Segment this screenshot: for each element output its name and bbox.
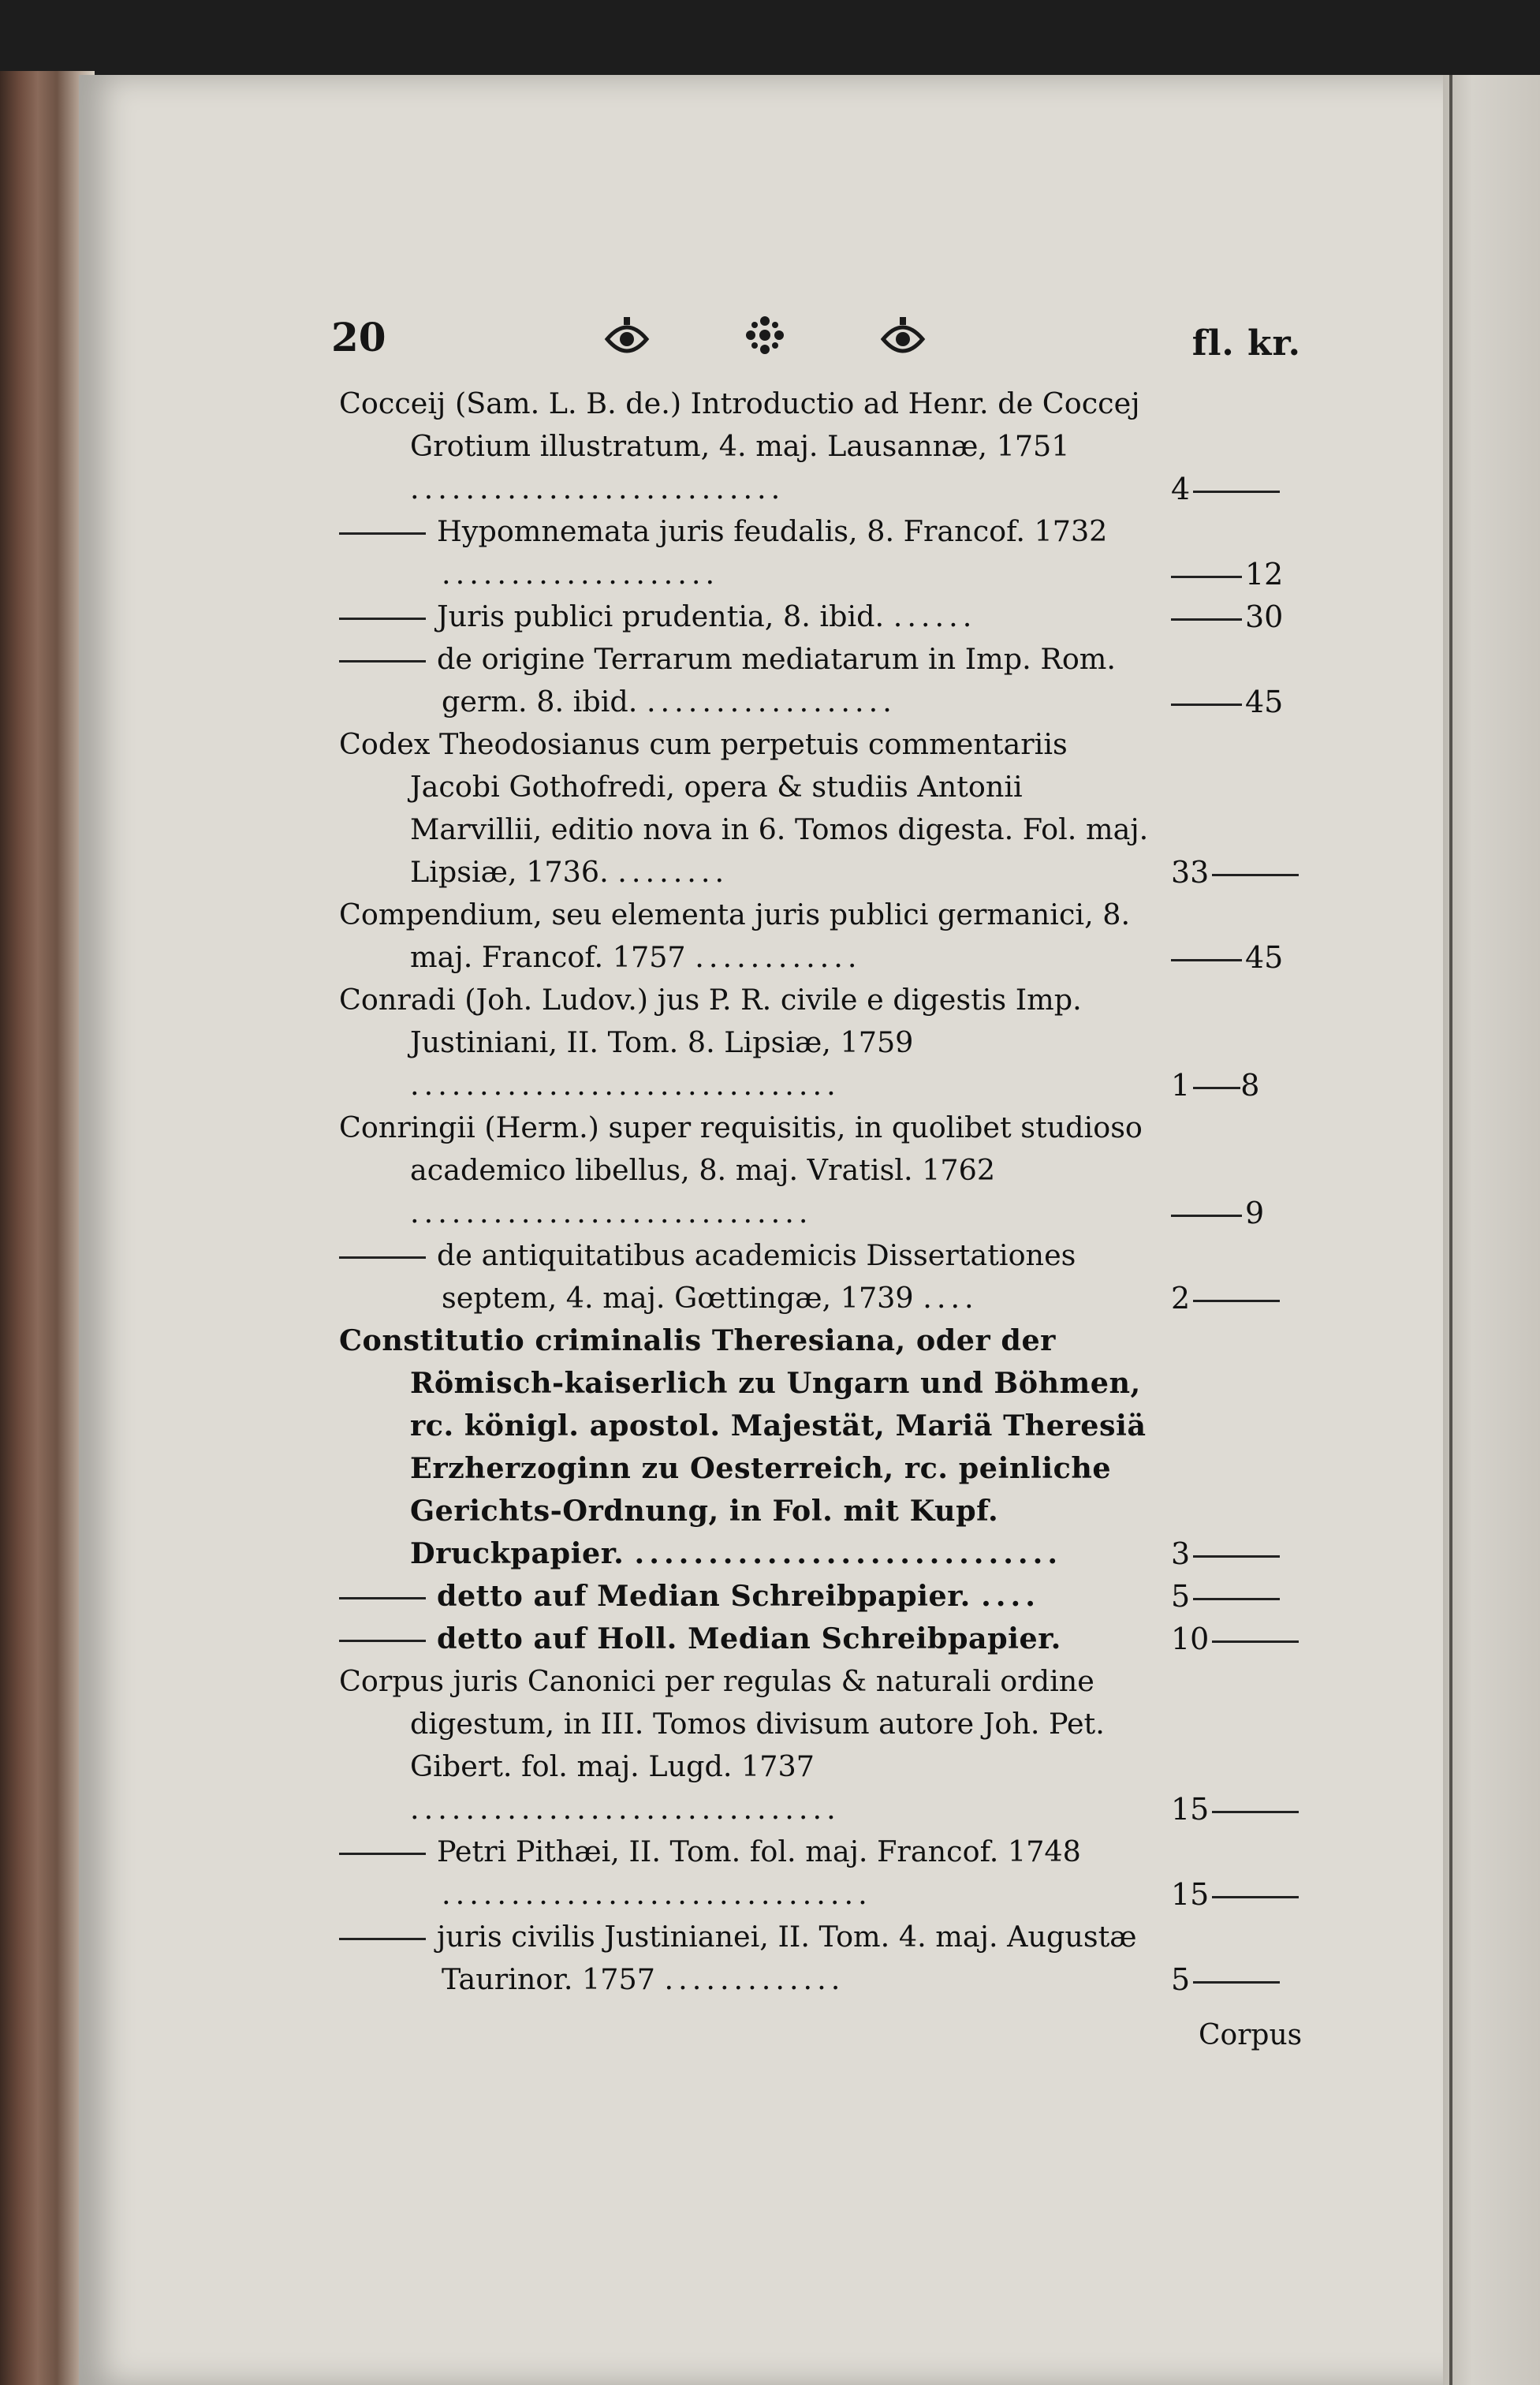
price-florins: 5 — [1171, 1579, 1191, 1614]
entry-title: detto auf Holl. Median Schreibpapier. — [437, 1622, 1061, 1655]
catalogue-entry — [339, 979, 1313, 1107]
catalogue-entry — [339, 595, 1313, 638]
entry-text — [339, 383, 1313, 510]
ornament-left-icon — [607, 317, 647, 351]
price-rule — [1193, 491, 1280, 493]
entry-price — [1171, 1532, 1313, 1575]
price-florins: 10 — [1171, 1622, 1210, 1656]
dot-leader: ............................. — [410, 1196, 813, 1230]
price-florins: 33 — [1171, 855, 1210, 890]
catalogue-entry — [339, 723, 1313, 894]
price-rule — [1171, 959, 1242, 961]
ornament-right-icon — [883, 317, 923, 351]
catalogue-entry — [339, 1234, 1313, 1319]
dot-leader: ........................... — [410, 472, 785, 506]
catalogue-entry — [339, 1916, 1313, 2001]
entry-text — [339, 638, 1313, 723]
top-background — [0, 0, 1540, 75]
page-header — [331, 300, 1301, 379]
price-rule — [1212, 1811, 1299, 1813]
entry-title: Corpus juris Canonici per regulas & naturali ordine digestum, in III. Tomos divisum autore Joh. Pet. Gibert. fol. maj. Lugd. 1737 — [339, 1664, 1105, 1783]
ditto-dash — [339, 1597, 426, 1599]
price-florins: 1 — [1171, 1068, 1191, 1103]
ditto-dash — [339, 1853, 426, 1855]
catalogue-entry — [339, 1319, 1313, 1575]
dot-leader: ............................... — [442, 1877, 872, 1911]
ornament-center-icon — [746, 316, 784, 354]
entry-title: Juris publici prudentia, 8. ibid. — [437, 599, 885, 633]
price-rule — [1171, 704, 1242, 706]
price-rule — [1193, 1300, 1280, 1302]
entry-title: Compendium, seu elementa juris publici germanici, 8. maj. Francof. 1757 — [339, 898, 1131, 974]
price-rule — [1193, 1598, 1280, 1600]
entry-title: detto auf Median Schreibpapier. — [437, 1579, 971, 1613]
entry-title: Conradi (Joh. Ludov.) jus P. R. civile e digestis Imp. Justiniani, II. Tom. 8. Lipsiæ, 1759 — [339, 983, 1082, 1059]
catalogue-entry — [339, 510, 1313, 595]
dot-leader: ............................... — [410, 1792, 841, 1826]
price-rule — [1212, 1896, 1299, 1898]
dot-leader: .................. — [646, 685, 897, 718]
price-florins: 3 — [1171, 1536, 1191, 1571]
entry-title: Hypomnemata juris feudalis, 8. Francof. 1732 — [437, 514, 1108, 548]
header-ornaments — [584, 300, 946, 371]
ditto-dash — [339, 532, 426, 535]
entry-text — [339, 595, 1313, 638]
catalogue-entry — [339, 638, 1313, 723]
entry-title: Conringii (Herm.) super requisitis, in quolibet studioso academico libellus, 8. maj. Vratisl. 1762 — [339, 1110, 1143, 1187]
dot-leader: ........ — [617, 855, 729, 889]
entry-text — [339, 1618, 1313, 1660]
price-florins: 4 — [1171, 472, 1191, 506]
entry-text — [339, 979, 1313, 1107]
dot-leader: .... — [923, 1281, 979, 1315]
entry-title: de origine Terrarum mediatarum in Imp. Rom. germ. 8. ibid. — [437, 642, 1117, 718]
entry-price — [1171, 1192, 1313, 1234]
price-rule — [1212, 1640, 1299, 1643]
price-rule — [1212, 874, 1299, 876]
entry-price — [1171, 1277, 1313, 1319]
ditto-dash — [339, 660, 426, 662]
price-florins: 15 — [1171, 1792, 1210, 1827]
entry-title: Codex Theodosianus cum perpetuis commentariis Jacobi Gothofredi, opera & studiis Antonii Marvillii, editio nova in 6. Tomos digesta. Fol. maj. Lipsiæ, 1736. — [339, 727, 1149, 889]
entry-price — [1171, 1958, 1313, 2001]
dot-leader: ...... — [893, 599, 977, 633]
entry-text — [339, 1660, 1313, 1831]
entry-title: Petri Pithæi, II. Tom. fol. maj. Francof. 1748 — [437, 1834, 1081, 1868]
price-kreuzer: 45 — [1245, 685, 1284, 719]
price-kreuzer: 45 — [1245, 940, 1284, 975]
entry-title: de antiquitatibus academicis Dissertationes septem, 4. maj. Gœttingæ, 1739 — [437, 1238, 1076, 1315]
entry-text — [339, 723, 1313, 894]
entry-title: Constitutio criminalis Theresiana, oder der Römisch-kaiserlich zu Ungarn und Böhmen, rc. königl. apostol. Majestät, Mariä Theresiä Erzherzoginn zu Oesterreich, rc. peinliche Gerichts-Ordnung, in Fol. mit Kupf. Druckpapier. — [339, 1323, 1147, 1570]
catalogue-entry — [339, 1618, 1313, 1660]
entry-text — [339, 894, 1313, 979]
ditto-dash — [339, 1938, 426, 1940]
entry-price — [1171, 468, 1313, 510]
entry-price — [1171, 595, 1313, 638]
dot-leader: ............ — [695, 940, 862, 974]
entry-price — [1171, 1873, 1313, 1916]
dot-leader: .................... — [442, 557, 720, 591]
entry-price — [1171, 553, 1313, 595]
facing-page-gutter — [1443, 75, 1540, 2385]
catalogue-entry — [339, 1107, 1313, 1234]
dot-leader: .... — [981, 1579, 1040, 1613]
entry-price — [1171, 681, 1313, 723]
catchword: Corpus — [1199, 2019, 1303, 2051]
price-rule — [1193, 1555, 1280, 1558]
price-florins: 5 — [1171, 1962, 1191, 1997]
entry-price — [1171, 1788, 1313, 1831]
page-number: 20 — [331, 314, 386, 360]
ditto-dash — [339, 1640, 426, 1642]
ditto-dash — [339, 618, 426, 620]
entry-text — [339, 1575, 1313, 1618]
catalogue-entry — [339, 383, 1313, 510]
entry-text — [339, 510, 1313, 595]
entry-price — [1171, 1064, 1313, 1107]
dot-leader: ............................... — [410, 1068, 841, 1102]
price-kreuzer: 12 — [1245, 557, 1284, 592]
catalogue-entry — [339, 1660, 1313, 1831]
catalogue-entry — [339, 1575, 1313, 1618]
price-kreuzer: 8 — [1240, 1068, 1260, 1103]
dot-leader: ............. — [664, 1962, 845, 1996]
price-florins: 15 — [1171, 1877, 1210, 1912]
entry-text — [339, 1916, 1313, 2001]
currency-columns-label: fl. kr. — [1191, 323, 1301, 364]
entry-text — [339, 1319, 1313, 1575]
entry-price — [1171, 936, 1313, 979]
ditto-dash — [339, 1256, 426, 1259]
catalogue-listing — [339, 383, 1313, 2001]
price-rule — [1171, 576, 1242, 578]
entry-title: juris civilis Justinianei, II. Tom. 4. maj. Augustæ Taurinor. 1757 — [437, 1920, 1137, 1996]
catalogue-entry — [339, 1831, 1313, 1916]
price-rule — [1171, 618, 1242, 621]
catalogue-entry — [339, 894, 1313, 979]
price-rule — [1193, 1981, 1280, 1984]
entry-price — [1171, 1575, 1313, 1618]
entry-text — [339, 1831, 1313, 1916]
price-florins: 2 — [1171, 1281, 1191, 1316]
price-rule — [1171, 1215, 1242, 1217]
price-kreuzer: 30 — [1245, 599, 1284, 634]
entry-text — [339, 1234, 1313, 1319]
entry-price — [1171, 851, 1313, 894]
dot-leader: ............................. — [634, 1536, 1063, 1570]
price-rule — [1193, 1087, 1240, 1089]
entry-price — [1171, 1618, 1313, 1660]
price-kreuzer: 9 — [1245, 1196, 1265, 1230]
entry-title: Cocceij (Sam. L. B. de.) Introductio ad Henr. de Coccej Grotium illustratum, 4. maj. Lausannæ, 1751 — [339, 386, 1140, 463]
entry-text — [339, 1107, 1313, 1234]
